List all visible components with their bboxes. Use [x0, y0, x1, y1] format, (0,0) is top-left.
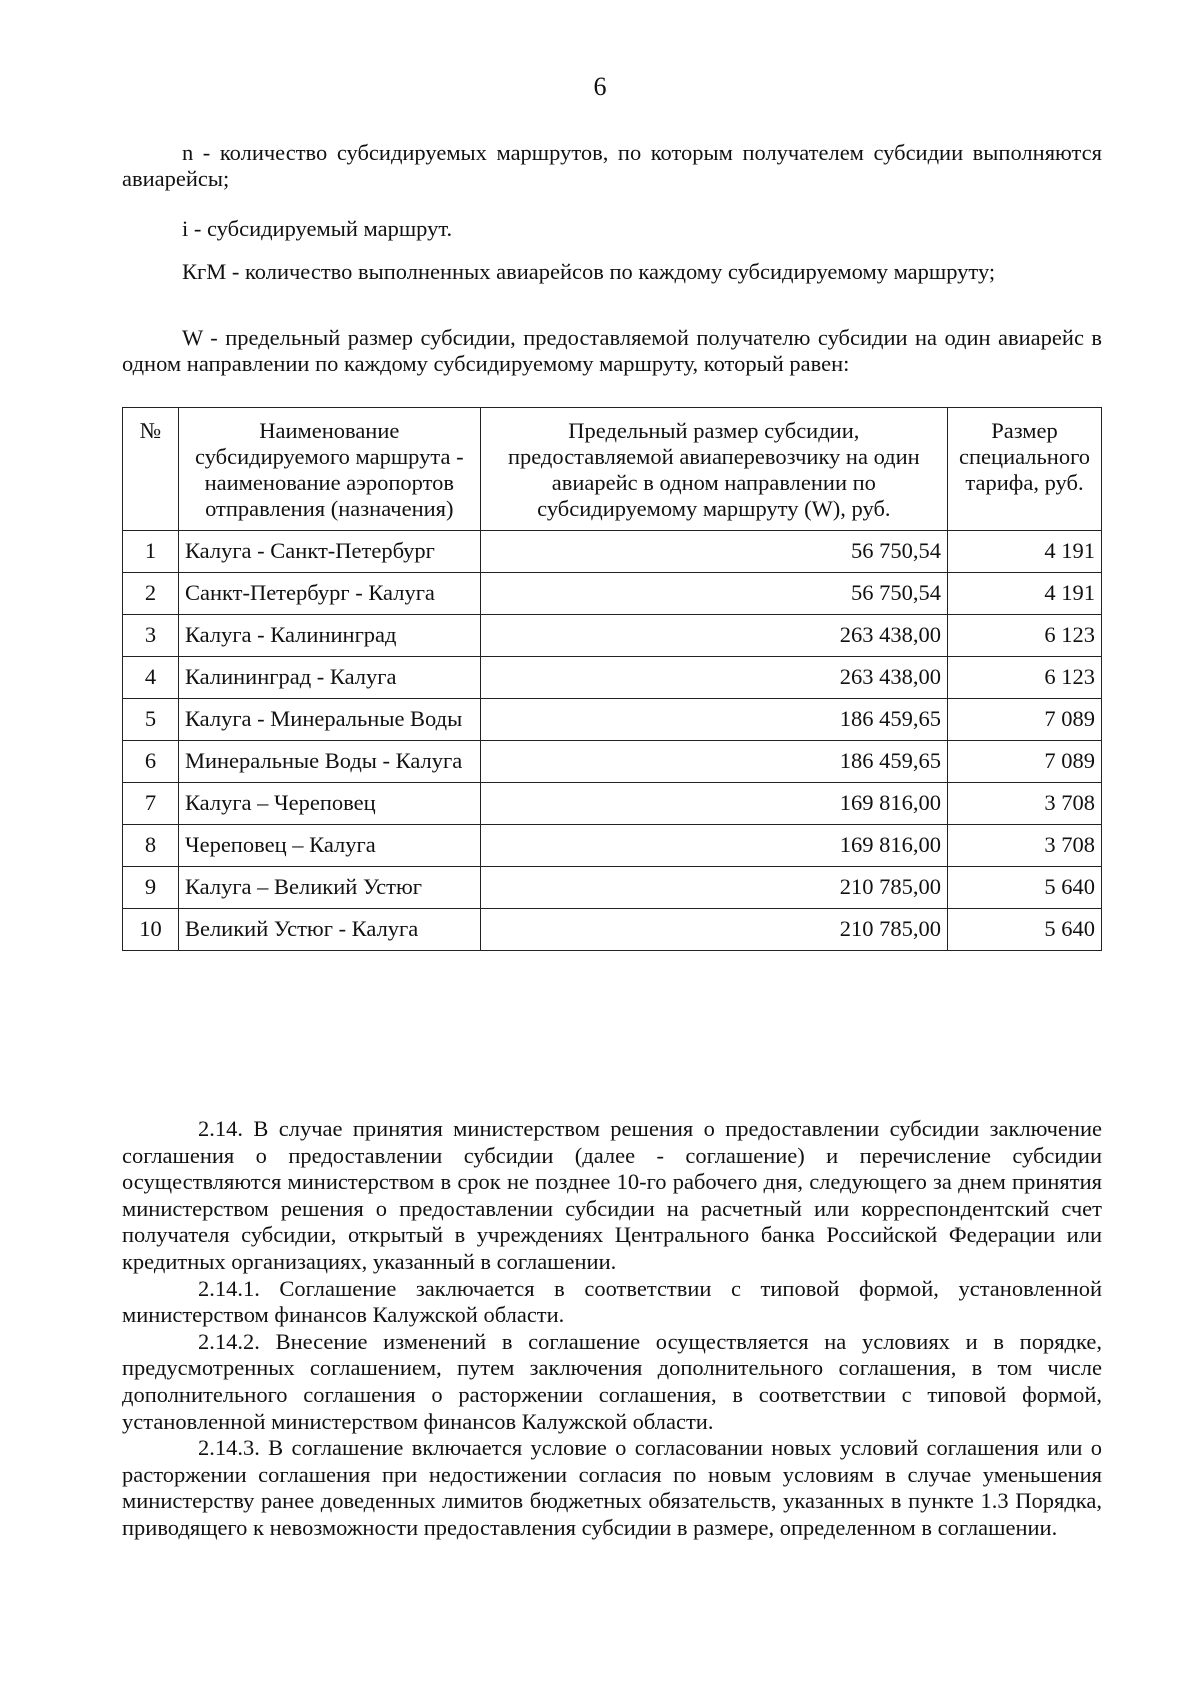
row-tariff: 5 640 — [948, 867, 1102, 909]
header-special-tariff: Размер специального тарифа, руб. — [948, 408, 1102, 531]
row-number: 10 — [123, 909, 179, 951]
row-tariff: 3 708 — [948, 783, 1102, 825]
row-subsidy: 56 750,54 — [480, 531, 947, 573]
row-tariff: 4 191 — [948, 531, 1102, 573]
row-subsidy: 169 816,00 — [480, 783, 947, 825]
row-number: 1 — [123, 531, 179, 573]
row-route: Череповец – Калуга — [178, 825, 480, 867]
kgm-definition: КгМ - количество выполненных авиарейсов по каждому субсидируемому маршруту; — [182, 259, 996, 284]
row-tariff: 6 123 — [948, 615, 1102, 657]
row-tariff: 7 089 — [948, 699, 1102, 741]
row-subsidy: 263 438,00 — [480, 615, 947, 657]
section-2-14 — [122, 1116, 1102, 1542]
row-tariff: 4 191 — [948, 573, 1102, 615]
paragraph-2-14-2: 2.14.2. Внесение изменений в соглашение осуществляется на условиях и в порядке, предусмотренных соглашением, путем заключения дополнительного соглашения, в том числе дополнительного соглашения о расторжении соглашения, в соответствии с типовой формой, установленной министерством финансов Калужской области. — [122, 1328, 1102, 1434]
table-row — [123, 867, 1102, 909]
table-row — [123, 657, 1102, 699]
row-number: 9 — [123, 867, 179, 909]
table-header-row — [123, 408, 1102, 531]
paragraph-2-14-1: 2.14.1. Соглашение заключается в соответствии с типовой формой, установленной министерством финансов Калужской области. — [122, 1275, 1102, 1328]
paragraph-2-14-3: 2.14.3. В соглашение включается условие о согласовании новых условий соглашения или о расторжении соглашения при недостижении согласия по новым условиям в случае уменьшения министерству ранее доведенных лимитов бюджетных обязательств, указанных в пункте 1.3 Порядка, приводящего к невозможности предоставления субсидии в размере, определенном в соглашении. — [122, 1435, 1102, 1540]
row-number: 7 — [123, 783, 179, 825]
paragraph-2-14: 2.14. В случае принятия министерством решения о предоставлении субсидии заключение соглашения о предоставлении субсидии (далее - соглашение) и перечисление субсидии осуществляются министерством в срок не позднее 10-го рабочего дня, следующего за днем принятия министерством решения о предоставлении субсидии на расчетный или корреспондентский счет получателя субсидии, открытый в учреждениях Центрального банка Российской Федерации или кредитных организациях, указанный в соглашении. — [122, 1116, 1102, 1274]
table-row — [123, 615, 1102, 657]
header-number: № — [123, 408, 179, 531]
row-route: Калуга - Калининград — [178, 615, 480, 657]
w-definition: W - предельный размер субсидии, предоставляемой получателю субсидии на один авиарейс в одном направлении по каждому субсидируемому маршруту, который равен: — [122, 325, 1102, 376]
row-number: 8 — [123, 825, 179, 867]
row-route: Калуга - Санкт-Петербург — [178, 531, 480, 573]
row-route: Калининград - Калуга — [178, 657, 480, 699]
table-row — [123, 909, 1102, 951]
header-route-name: Наименование субсидируемого маршрута - наименование аэропортов отправления (назначения) — [178, 408, 480, 531]
table-row — [123, 531, 1102, 573]
row-tariff: 6 123 — [948, 657, 1102, 699]
row-subsidy: 169 816,00 — [480, 825, 947, 867]
table-row — [123, 699, 1102, 741]
row-number: 6 — [123, 741, 179, 783]
row-route: Калуга - Минеральные Воды — [178, 699, 480, 741]
row-route: Калуга – Великий Устюг — [178, 867, 480, 909]
row-route: Великий Устюг - Калуга — [178, 909, 480, 951]
routes-table — [122, 407, 1102, 951]
row-subsidy: 263 438,00 — [480, 657, 947, 699]
table-row — [123, 573, 1102, 615]
table-row — [123, 783, 1102, 825]
row-number: 5 — [123, 699, 179, 741]
row-subsidy: 186 459,65 — [480, 741, 947, 783]
row-tariff: 7 089 — [948, 741, 1102, 783]
row-route: Минеральные Воды - Калуга — [178, 741, 480, 783]
row-tariff: 3 708 — [948, 825, 1102, 867]
n-definition: n - количество субсидируемых маршрутов, по которым получателем субсидии выполняются авиарейсы; — [122, 140, 1102, 191]
row-subsidy: 56 750,54 — [480, 573, 947, 615]
i-definition: i - субсидируемый маршрут. — [182, 216, 453, 241]
row-subsidy: 186 459,65 — [480, 699, 947, 741]
row-route: Санкт-Петербург - Калуга — [178, 573, 480, 615]
row-number: 2 — [123, 573, 179, 615]
row-number: 3 — [123, 615, 179, 657]
row-number: 4 — [123, 657, 179, 699]
row-tariff: 5 640 — [948, 909, 1102, 951]
page-number: 6 — [593, 72, 607, 101]
row-subsidy: 210 785,00 — [480, 909, 947, 951]
row-route: Калуга – Череповец — [178, 783, 480, 825]
table-row — [123, 825, 1102, 867]
table-row — [123, 741, 1102, 783]
header-subsidy-limit: Предельный размер субсидии, предоставляемой авиаперевозчику на один авиарейс в одном направлении по субсидируемому маршруту (W), руб. — [480, 408, 947, 531]
row-subsidy: 210 785,00 — [480, 867, 947, 909]
